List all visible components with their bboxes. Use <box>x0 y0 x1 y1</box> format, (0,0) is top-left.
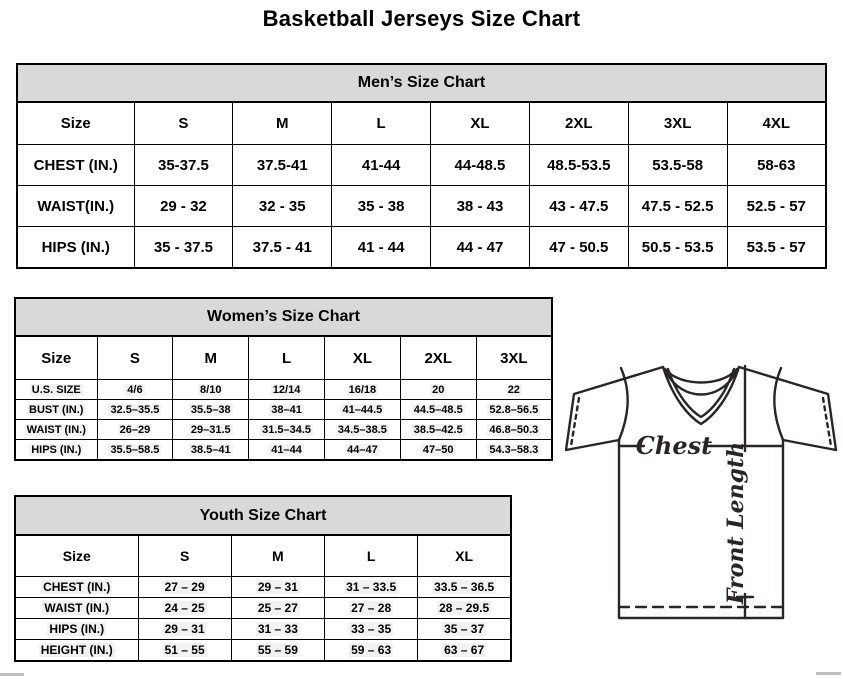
row-label-text: HIPS (IN.) <box>49 622 105 636</box>
cell: 31.5–34.5 <box>249 420 325 440</box>
womens-size-header-row <box>15 336 552 380</box>
cell: 47 - 50.5 <box>529 227 628 269</box>
youth-chest-row <box>15 577 511 598</box>
cell: 29 – 31 <box>138 619 231 640</box>
cell: 44–47 <box>324 440 400 461</box>
row-label: HIPS (IN.) <box>17 227 134 269</box>
front-length-label: Front Length <box>723 441 749 605</box>
row-label-text: WAIST (IN.) <box>26 423 86 436</box>
mens-size-header-row <box>17 102 826 145</box>
youth-height-row <box>15 640 511 662</box>
womens-us-size-row <box>15 380 552 400</box>
youth-chart-header-row <box>15 496 511 535</box>
cell: 35 – 37 <box>418 619 511 640</box>
cell: 35.5–38 <box>173 400 249 420</box>
cell: 52.8–56.5 <box>476 400 552 420</box>
womens-col-header-m: M <box>173 336 249 380</box>
cell: 27 – 29 <box>138 577 231 598</box>
horizontal-scrollbar-fragment-left[interactable] <box>0 673 24 676</box>
cell: 41–44 <box>249 440 325 461</box>
womens-chart-header-row <box>15 298 552 336</box>
youth-chart-title: Youth Size Chart <box>15 496 511 535</box>
womens-col-header-s: S <box>97 336 173 380</box>
cell: 31 – 33.5 <box>325 577 418 598</box>
cell: 51 – 55 <box>138 640 231 662</box>
row-label <box>15 598 138 619</box>
jersey-measurement-diagram <box>558 356 843 658</box>
mens-chest-row <box>17 145 826 186</box>
cell: 53.5-58 <box>628 145 727 186</box>
mens-hips-row <box>17 227 826 269</box>
cell: 25 – 27 <box>231 598 324 619</box>
cell: 54.3–58.3 <box>476 440 552 461</box>
cell: 52.5 - 57 <box>727 186 826 227</box>
page-title: Basketball Jerseys Size Chart <box>262 6 581 31</box>
cell: 41 - 44 <box>332 227 431 269</box>
youth-col-header-s: S <box>138 535 231 577</box>
cell: 27 – 28 <box>325 598 418 619</box>
womens-chart-title: Women’s Size Chart <box>15 298 552 336</box>
youth-col-header-l: L <box>325 535 418 577</box>
row-label-text: HIPS (IN.) <box>31 443 82 456</box>
womens-col-header-xl: XL <box>324 336 400 380</box>
cell: 38.5–41 <box>173 440 249 461</box>
cell: 55 – 59 <box>231 640 324 662</box>
cell: 4/6 <box>97 380 173 400</box>
horizontal-scrollbar-fragment-right[interactable] <box>816 672 841 675</box>
cell: 28 – 29.5 <box>418 598 511 619</box>
youth-col-header-xl: XL <box>418 535 511 577</box>
cell: 41-44 <box>332 145 431 186</box>
cell: 47.5 - 52.5 <box>628 186 727 227</box>
cell: 16/18 <box>324 380 400 400</box>
womens-col-header-3xl: 3XL <box>476 336 552 380</box>
cell: 37.5-41 <box>233 145 332 186</box>
cell: 29 - 32 <box>134 186 233 227</box>
chest-label: Chest <box>635 431 713 460</box>
youth-hips-row <box>15 619 511 640</box>
mens-size-table <box>16 63 827 269</box>
cell: 44.5–48.5 <box>400 400 476 420</box>
mens-col-header-4xl: 4XL <box>727 102 826 145</box>
row-label-text: HEIGHT (IN.) <box>40 643 113 657</box>
cell: 33.5 – 36.5 <box>418 577 511 598</box>
row-label <box>15 380 97 400</box>
mens-chart-title: Men’s Size Chart <box>17 64 826 102</box>
womens-col-header-2xl: 2XL <box>400 336 476 380</box>
womens-bust-row <box>15 400 552 420</box>
row-label <box>15 420 97 440</box>
mens-col-header-m: M <box>233 102 332 145</box>
mens-col-header-2xl: 2XL <box>529 102 628 145</box>
cell: 32 - 35 <box>233 186 332 227</box>
cell: 12/14 <box>249 380 325 400</box>
cell: 20 <box>400 380 476 400</box>
cell: 46.8–50.3 <box>476 420 552 440</box>
womens-col-header-size: Size <box>15 336 97 380</box>
cell: 22 <box>476 380 552 400</box>
mens-col-header-l: L <box>332 102 431 145</box>
cell: 8/10 <box>173 380 249 400</box>
cell: 35 - 38 <box>332 186 431 227</box>
row-label <box>15 577 138 598</box>
cell: 33 – 35 <box>325 619 418 640</box>
cell: 26–29 <box>97 420 173 440</box>
cell: 32.5–35.5 <box>97 400 173 420</box>
womens-waist-row <box>15 420 552 440</box>
row-label-text: CHEST (IN.) <box>43 580 111 594</box>
cell: 38–41 <box>249 400 325 420</box>
youth-col-header-m: M <box>231 535 324 577</box>
row-label-text: BUST (IN.) <box>29 403 84 416</box>
row-label-text: WAIST (IN.) <box>44 601 110 615</box>
cell: 41–44.5 <box>324 400 400 420</box>
cell: 44-48.5 <box>431 145 530 186</box>
cell: 63 – 67 <box>418 640 511 662</box>
cell: 48.5-53.5 <box>529 145 628 186</box>
mens-col-header-3xl: 3XL <box>628 102 727 145</box>
cell: 58-63 <box>727 145 826 186</box>
row-label-text: U.S. SIZE <box>31 383 81 396</box>
cell: 35 - 37.5 <box>134 227 233 269</box>
mens-col-header-xl: XL <box>431 102 530 145</box>
row-label <box>15 440 97 461</box>
cell: 44 - 47 <box>431 227 530 269</box>
cell: 43 - 47.5 <box>529 186 628 227</box>
womens-size-table <box>14 297 553 461</box>
cell: 35.5–58.5 <box>97 440 173 461</box>
collar-back-curve <box>665 369 737 383</box>
youth-col-header-size: Size <box>15 535 138 577</box>
cell: 29–31.5 <box>173 420 249 440</box>
womens-hips-row <box>15 440 552 461</box>
collar-inner-v <box>668 369 734 417</box>
cell: 38.5–42.5 <box>400 420 476 440</box>
youth-size-table <box>14 495 512 662</box>
jersey-outline <box>566 367 836 618</box>
cell: 50.5 - 53.5 <box>628 227 727 269</box>
cell: 47–50 <box>400 440 476 461</box>
youth-waist-row <box>15 598 511 619</box>
cell: 53.5 - 57 <box>727 227 826 269</box>
row-label: WAIST(IN.) <box>17 186 134 227</box>
row-label <box>15 619 138 640</box>
cell: 59 – 63 <box>325 640 418 662</box>
row-label <box>15 400 97 420</box>
cell: 31 – 33 <box>231 619 324 640</box>
youth-size-header-row <box>15 535 511 577</box>
womens-col-header-l: L <box>249 336 325 380</box>
mens-col-header-size: Size <box>17 102 134 145</box>
cell: 35-37.5 <box>134 145 233 186</box>
cell: 34.5–38.5 <box>324 420 400 440</box>
mens-chart-header-row <box>17 64 826 102</box>
mens-waist-row <box>17 186 826 227</box>
cell: 38 - 43 <box>431 186 530 227</box>
cell: 24 – 25 <box>138 598 231 619</box>
row-label: CHEST (IN.) <box>17 145 134 186</box>
row-label <box>15 640 138 662</box>
mens-col-header-s: S <box>134 102 233 145</box>
cell: 37.5 - 41 <box>233 227 332 269</box>
cell: 29 – 31 <box>231 577 324 598</box>
